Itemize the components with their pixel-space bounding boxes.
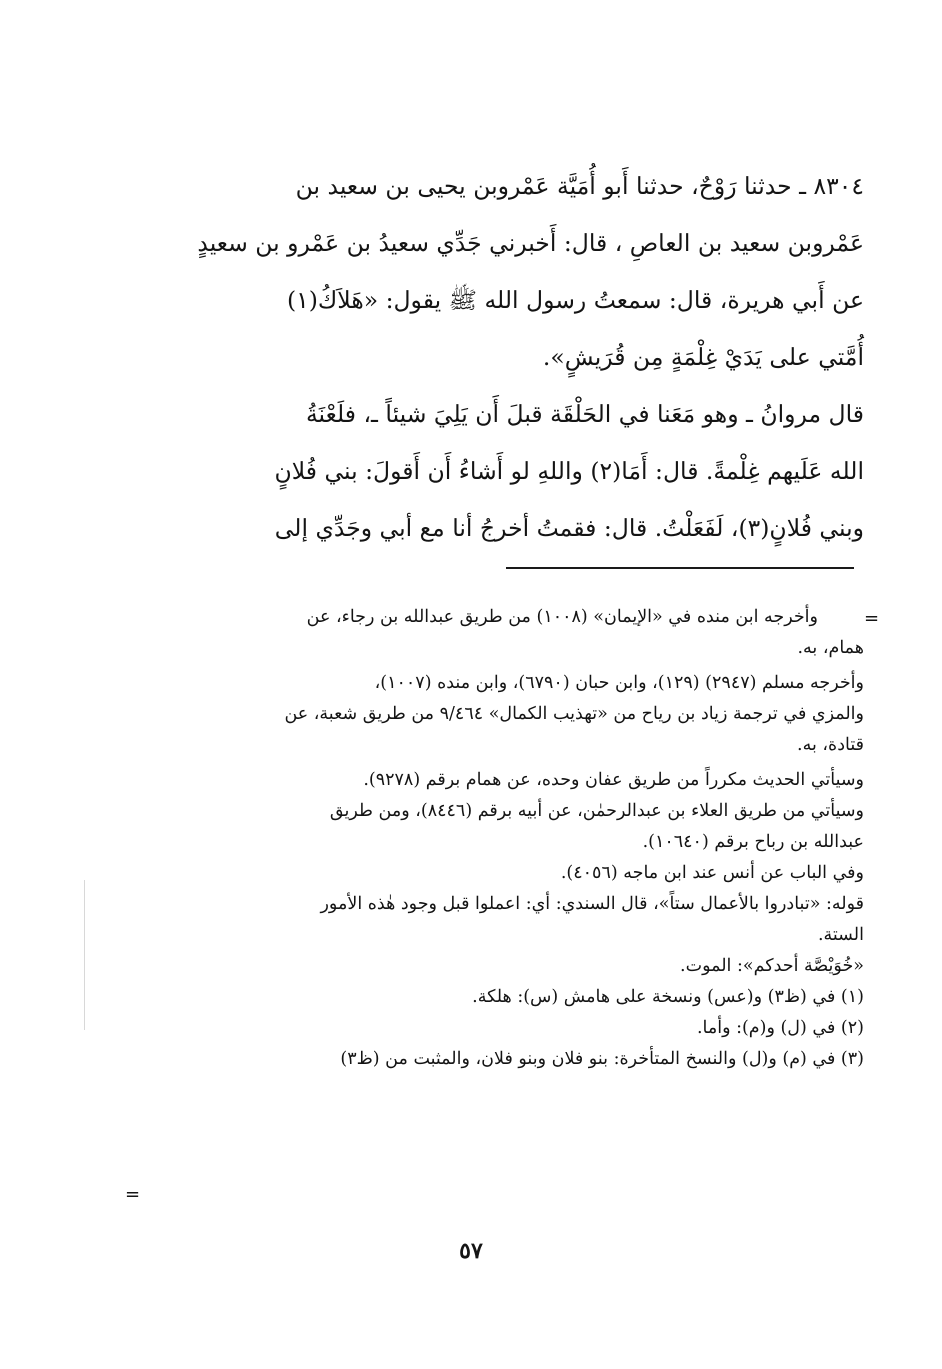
footnote-line: وفي الباب عن أنس عند ابن ماجه (٤٠٥٦). bbox=[560, 863, 864, 883]
footnote-line: (٣) في (م) و(ل) والنسخ المتأخرة: بنو فلان وبنو فلان، والمثبت من (ظ٣) bbox=[340, 1049, 864, 1069]
footnote-line: (٢) في (ل) و(م): وأما. bbox=[696, 1018, 864, 1038]
footnote-divider bbox=[506, 567, 854, 569]
footnote-line: والمزي في ترجمة زياد بن رياح من «تهذيب الكمال» ٩/٤٦٤ من طريق شعبة، عن bbox=[284, 704, 864, 724]
footnotes bbox=[158, 602, 864, 1075]
footnote-line: وأخرجه ابن منده في «الإيمان» (١٠٠٨) من طريق عبدالله بن رجاء، عن bbox=[306, 607, 818, 627]
hadith-line-2: عَمْروبن سعيد بن العاصِ ، قال: أَخبرني جَدِّي سعيدُ بن عَمْرو بن سعيدٍ bbox=[197, 229, 864, 257]
hadith-line-5: قال مروانُ ـ وهو مَعَنا في الحَلْقَة قبلَ أَن يَلِيَ شيئاً ـ، فلَعْنَةُ bbox=[305, 400, 864, 428]
footnote-line: الستة. bbox=[817, 925, 864, 945]
hadith-line-4: أُمَّتي على يَدَيْ غِلْمَةٍ مِن قُرَيشٍ». bbox=[542, 343, 864, 371]
footnote-line: همام، به. bbox=[797, 638, 864, 658]
footnote-line: (١) في (ظ٣) و(عس) ونسخة على هامش (س): هلكة. bbox=[472, 987, 864, 1007]
hadith-line-6: الله عَلَيهم غِلْمةً. قال: أَمَا(٢) واللهِ لو أَشاءُ أَن أَقولَ: بني فُلانٍ bbox=[274, 457, 864, 485]
footnote-line: عبدالله بن رباح برقم (١٠٦٤٠). bbox=[642, 832, 864, 852]
footnote-line: وسيأتي من طريق العلاء بن عبدالرحمٰن، عن أبيه برقم (٨٤٤٦)، ومن طريق bbox=[329, 801, 864, 821]
hadith-line-3: عن أَبي هريرة، قال: سمعتُ رسول الله ﷺ يقول: «هَلاَكُ(١) bbox=[286, 286, 864, 314]
hadith-line-7: وبني فُلانٍ(٣)، لَفَعَلْتُ. قال: فقمتُ أخرجُ أنا مع أبي وجَدِّي إلى bbox=[274, 514, 864, 542]
footnote-line: وأخرجه مسلم (٢٩٤٧) (١٢٩)، وابن حبان (٦٧٩٠)، وابن منده (١٠٠٧)، bbox=[374, 673, 864, 693]
footnote-line: قوله: «تبادروا بالأعمال ستاً»، قال السندي: أي: اعملوا قبل وجود هٰذه الأمور bbox=[320, 894, 864, 914]
hadith-text bbox=[158, 158, 864, 557]
hadith-line-1: ٨٣٠٤ ـ حدثنا رَوْحٌ، حدثنا أَبو أُمَيَّة عَمْروبن يحيى بن سعيد بن bbox=[295, 172, 864, 200]
continuation-mark-bottom: = bbox=[125, 1184, 141, 1205]
footnote-line: قتادة، به. bbox=[797, 735, 864, 755]
footnote-line: «خُوَيْصَّة أحدكم»: الموت. bbox=[680, 956, 864, 976]
continuation-mark-top: = bbox=[864, 608, 880, 629]
page-number: ٥٧ bbox=[459, 1238, 483, 1264]
footnote-line: وسيأتي الحديث مكرراً من طريق عفان وحده، عن همام برقم (٩٢٧٨). bbox=[363, 770, 864, 790]
scan-artifact bbox=[84, 880, 85, 1030]
